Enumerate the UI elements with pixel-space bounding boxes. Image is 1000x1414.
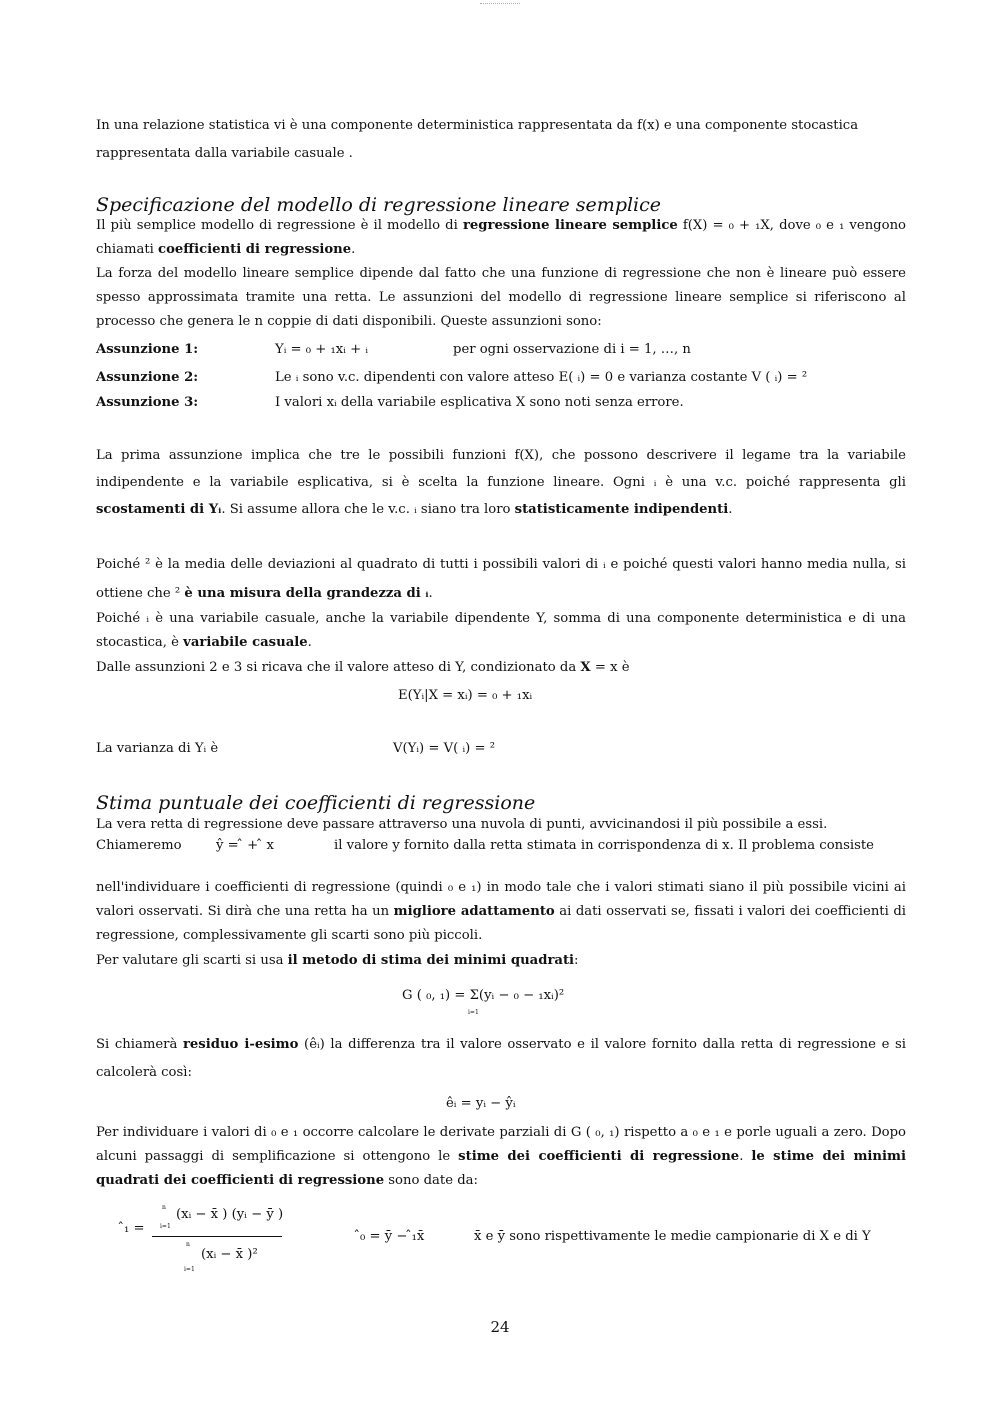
assumption-3-text: I valori xᵢ della variabile esplicativa X sono noti senza errore.: [275, 395, 684, 410]
fraction-bar: [152, 1236, 282, 1237]
equation-variance: V(Yᵢ) = V( ᵢ) = ²: [393, 741, 495, 756]
section2-paragraph-1b: il valore y fornito dalla retta stimata in corrispondenza di x. Il problema consiste: [334, 838, 874, 853]
intro-line-2: rappresentata dalla variabile casuale .: [96, 146, 353, 161]
section2-paragraph-5: Per individuare i valori di ₀ e ₁ occorre calcolare le derivate parziali di G ( ₀, ₁) rispetto a ₀ e ₁ e porle uguali a zero. Dopo alcuni passaggi di semplificazione si ottengono le stime dei coefficienti di regressione. le stime dei minimi quadrati dei coefficienti di regressione sono date da:: [96, 1125, 906, 1188]
section2-paragraph-3: Per valutare gli scarti si usa il metodo di stima dei minimi quadrati:: [96, 953, 579, 968]
section2-paragraph-1: La vera retta di regressione deve passare attraverso una nuvola di punti, avvicinandosi il più possibile a essi.: [96, 817, 828, 832]
section1-paragraph-6: Dalle assunzioni 2 e 3 si ricava che il valore atteso di Y, condizionato da X = x è: [96, 660, 630, 675]
intro-line-1: In una relazione statistica vi è una componente deterministica rappresentata da f(x) e una componente stocastica: [96, 118, 859, 133]
equation-beta0: ̂₀ = ȳ − ̂₁x̄: [360, 1229, 425, 1244]
section2-paragraph-4: Si chiamerà residuo i-esimo (êᵢ) la differenza tra il valore osservato e il valore fornito dalla retta di regressione e si calcolerà così:: [96, 1037, 906, 1080]
section1-paragraph-5: Poiché ᵢ è una variabile casuale, anche la variabile dipendente Y, somma di una componente deterministica e di una stocastica, è variabile casuale.: [96, 611, 906, 650]
assumption-1-formula: Yᵢ = ₀ + ₁xᵢ + ᵢ: [275, 342, 368, 357]
header-mark: [480, 0, 520, 4]
section-title-stima: Stima puntuale dei coefficienti di regressione: [96, 792, 536, 814]
denominator-sum-bottom: i=1: [184, 1266, 195, 1273]
fraction-numerator: (xᵢ − x̄ ) (yᵢ − ȳ ): [176, 1207, 284, 1222]
intro-paragraph: [96, 114, 906, 166]
beta1-lhs: ̂₁ =: [124, 1221, 145, 1236]
section2-paragraph-2: nell'individuare i coefficienti di regressione (quindi ₀ e ₁) in modo tale che i valori stimati siano il più possibile vicini ai valori osservati. Si dirà che una retta ha un migliore adattamento ai dati osservati se, fissati i valori dei coefficienti di regressione, complessivamente gli scarti sono più piccoli.: [96, 880, 906, 943]
variance-label: La varianza di Yᵢ è: [96, 741, 219, 756]
numerator-sum-bottom: i=1: [160, 1223, 171, 1230]
numerator-sum-top: n: [162, 1204, 166, 1211]
denominator-sum-top: n: [186, 1241, 190, 1248]
equation-residual: êᵢ = yᵢ − ŷᵢ: [446, 1096, 516, 1111]
fraction-denominator: (xᵢ − x̄ )²: [201, 1247, 258, 1262]
section1-paragraph-1: Il più semplice modello di regressione è il modello di regressione lineare semplice f(X) = ₀ + ₁X, dove ₀ e ₁ vengono chiamati coefficienti di regressione.: [96, 218, 906, 257]
section2-chiameremo: Chiameremo: [96, 838, 182, 853]
section1-paragraph-3: La prima assunzione implica che tre le possibili funzioni f(X), che possono descrivere il legame tra la variabile indipendente e la variabile esplicativa, si è scelta la funzione lineare. Ogni ᵢ è una v.c. poiché rappresenta gli scostamenti di Yᵢ. Si assume allora che le v.c. ᵢ siano tra loro statisticamente indipendenti.: [96, 448, 906, 517]
equation-fitted-line: ŷ = ̂ + ̂ x: [216, 838, 274, 853]
equation-least-squares: G ( ₀, ₁) = Σ(yᵢ − ₀ − ₁xᵢ)²: [402, 988, 565, 1003]
assumption-3-label: Assunzione 3:: [96, 395, 199, 410]
section1-paragraph-4: Poiché ² è la media delle deviazioni al quadrato di tutti i possibili valori di ᵢ e poiché questi valori hanno media nulla, si ottiene che ² è una misura della grandezza di ᵢ.: [96, 557, 906, 601]
equation-expected-value: E(Yᵢ|X = xᵢ) = ₀ + ₁xᵢ: [398, 688, 533, 703]
sum-index-label: i=1: [468, 1009, 479, 1016]
sample-means-note: x̄ e ȳ sono rispettivamente le medie campionarie di X e di Y: [474, 1229, 871, 1244]
assumption-2-label: Assunzione 2:: [96, 370, 199, 385]
assumption-2-text: Le ᵢ sono v.c. dipendenti con valore atteso E( ᵢ) = 0 e varianza costante V ( ᵢ) = ²: [275, 370, 808, 385]
assumption-1-note: per ogni osservazione di i = 1, …, n: [453, 342, 691, 357]
section1-paragraph-2: La forza del modello lineare semplice dipende dal fatto che una funzione di regressione che non è lineare può essere spesso approssimata tramite una retta. Le assunzioni del modello di regressione lineare semplice si riferiscono al processo che genera le n coppie di dati disponibili. Queste assunzioni sono:: [96, 266, 906, 329]
section-title-specificazione: Specificazione del modello di regressione lineare semplice: [96, 194, 662, 216]
assumption-1-label: Assunzione 1:: [96, 342, 199, 357]
page-number: 24: [490, 1318, 510, 1336]
